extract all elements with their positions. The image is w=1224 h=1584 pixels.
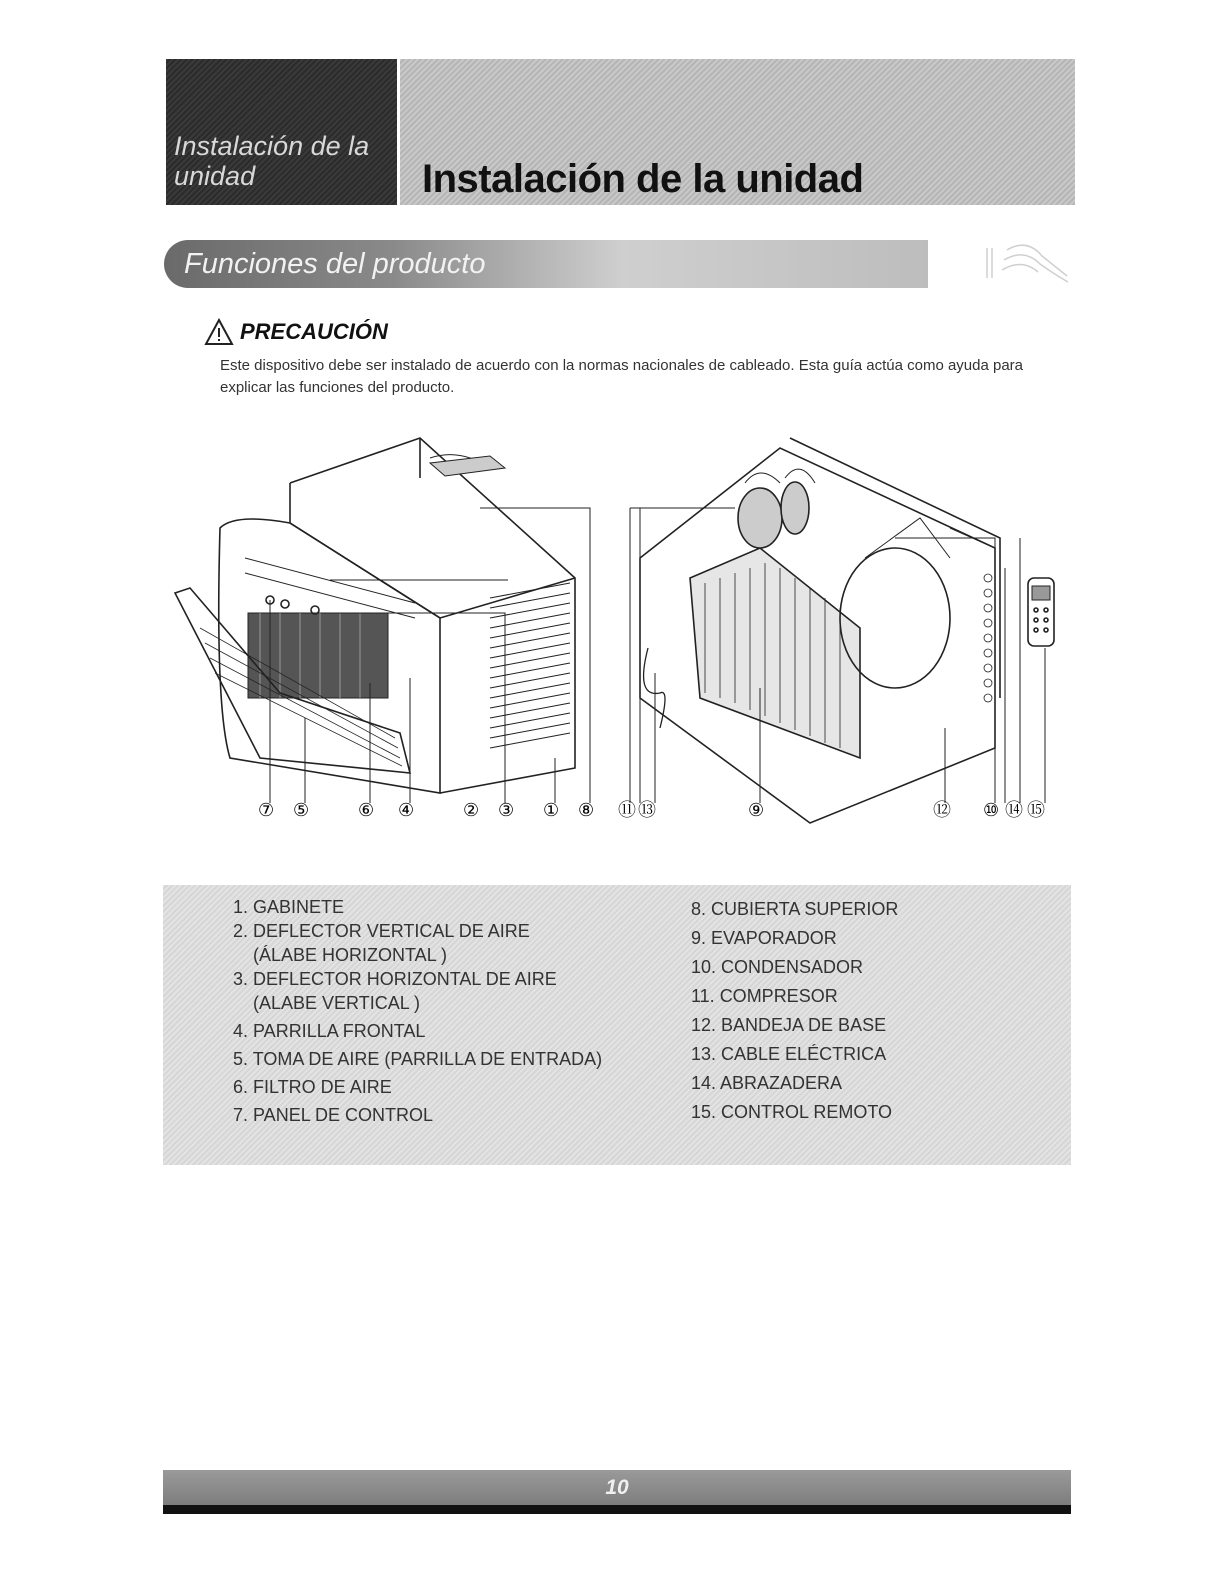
part-item-note: (ALABE VERTICAL )	[253, 993, 421, 1013]
page-title: Instalación de la unidad	[422, 157, 864, 201]
part-item: 7. PANEL DE CONTROL	[233, 1105, 434, 1125]
callout-14: ⑭	[1005, 800, 1023, 820]
part-item: 11. COMPRESOR	[691, 986, 838, 1006]
callout-10: ⑩	[983, 800, 1000, 820]
page-number: 10	[605, 1476, 629, 1499]
chapter-tab	[166, 59, 397, 205]
part-item: 1. GABINETE	[233, 897, 345, 917]
part-item: 2. DEFLECTOR VERTICAL DE AIRE	[233, 921, 530, 941]
caution-text: Este dispositivo debe ser instalado de acuerdo con la normas nacionales de cableado. Esta guía actúa como ayuda para explicar las funciones del producto.	[220, 357, 1024, 396]
callout-15: ⑮	[1027, 800, 1045, 820]
callout-11: ⑪	[618, 800, 636, 820]
section-bar	[164, 240, 928, 288]
internal-unit-illustration	[640, 438, 1000, 823]
part-item: 8. CUBIERTA SUPERIOR	[691, 899, 899, 919]
front-unit-illustration	[175, 438, 575, 793]
part-item: 9. EVAPORADOR	[691, 928, 837, 948]
part-item: 10. CONDENSADOR	[691, 957, 864, 977]
callout-13: ⑬	[638, 800, 656, 820]
chapter-label: Instalación de la unidad	[174, 131, 370, 191]
warning-triangle-icon	[204, 318, 234, 346]
callout-3: ③	[498, 800, 515, 820]
part-item: 14. ABRAZADERA	[691, 1073, 843, 1093]
parts-list	[163, 885, 1071, 1165]
part-item-note: (ÁLABE HORIZONTAL )	[253, 945, 448, 965]
section-title: Funciones del producto	[184, 248, 486, 280]
part-item: 13. CABLE ELÉCTRICA	[691, 1044, 887, 1064]
part-item: 15. CONTROL REMOTO	[691, 1102, 893, 1122]
decorative-swirl-icon	[982, 238, 1072, 288]
callout-5: ⑤	[293, 800, 310, 820]
callout-12: ⑫	[933, 800, 951, 820]
callout-6: ⑥	[358, 800, 375, 820]
callout-4: ④	[398, 800, 415, 820]
page-footer	[163, 1470, 1071, 1514]
callout-7: ⑦	[258, 800, 275, 820]
callout-2: ②	[463, 800, 480, 820]
remote-control-illustration	[1028, 578, 1054, 646]
callout-8: ⑧	[578, 800, 595, 820]
page-header	[400, 59, 1075, 205]
product-diagram	[160, 428, 1070, 828]
part-item: 6. FILTRO DE AIRE	[233, 1077, 392, 1097]
parts-list-right	[691, 895, 898, 1127]
part-item: 5. TOMA DE AIRE (PARRILLA DE ENTRADA)	[233, 1049, 603, 1069]
callout-1: ①	[543, 800, 560, 820]
part-item: 4. PARRILLA FRONTAL	[233, 1021, 426, 1041]
part-item: 12. BANDEJA DE BASE	[691, 1015, 887, 1035]
caution-title: PRECAUCIÓN	[240, 319, 388, 344]
parts-list-left	[233, 895, 602, 1127]
part-item: 3. DEFLECTOR HORIZONTAL DE AIRE	[233, 969, 557, 989]
callout-9: ⑨	[748, 800, 765, 820]
